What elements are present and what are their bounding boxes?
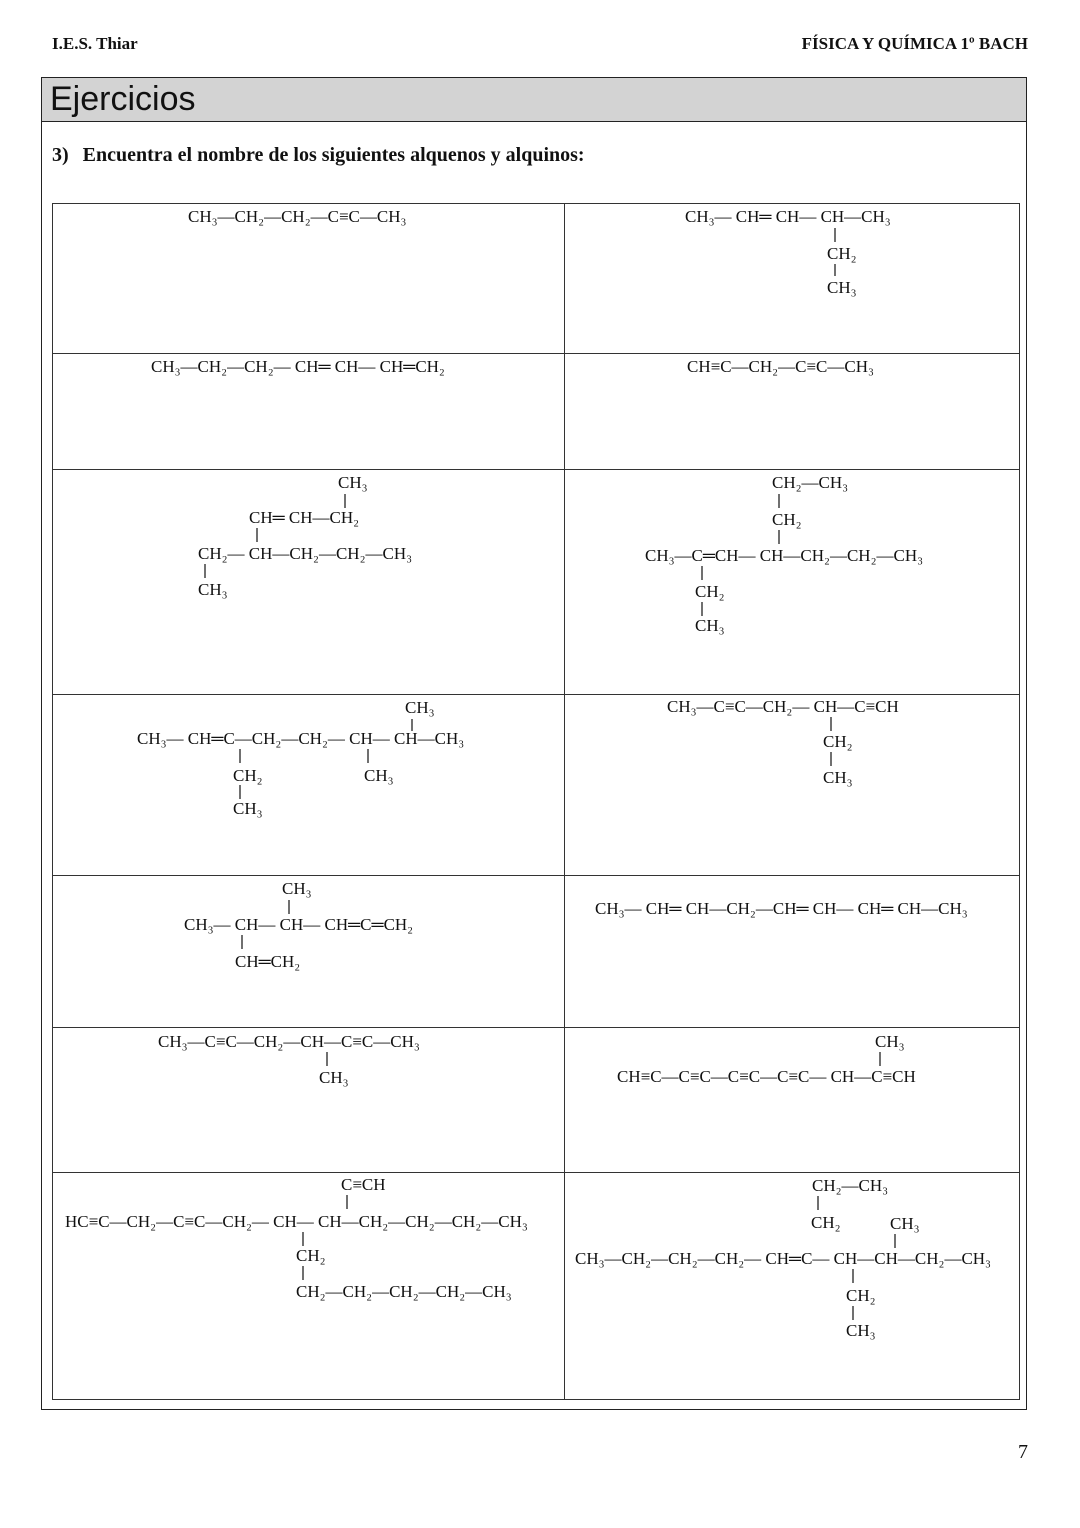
formula-line: CH₃ [405,698,435,717]
formula-cell [53,876,565,1028]
formula-line: CH₃—CH₂—CH₂—C≡C—CH₃ [188,207,407,226]
formula-line: CH₂ [772,510,802,529]
formula-line: CH₂ [823,732,853,751]
formula-line: CH₃ [890,1214,920,1233]
formula-cell [53,204,565,354]
formula-line: CH₃ [282,879,312,898]
page-number: 7 [1018,1441,1028,1463]
formula-line: CH₃— CH═ CH—CH₂—CH═ CH— CH═ CH—CH₃ [595,899,968,918]
formula-table [52,203,1020,1400]
formula-line: CH₃ [338,473,368,492]
formula-line: CH₂—CH₂—CH₂—CH₂—CH₃ [296,1282,512,1301]
formula-cell [565,354,1020,470]
formula-cell [565,1028,1020,1173]
formula-cell [53,470,565,695]
formula-line: CH₃—C≡C—CH₂—CH—C≡C—CH₃ [158,1032,420,1051]
formula-line: CH₃ [695,616,725,635]
exercise-frame [41,77,1027,1410]
formula-cell [53,354,565,470]
formula-cell [53,1173,565,1400]
formula-line: CH₃ [198,580,228,599]
exercise-prompt [52,144,585,167]
formula-line: CH₃— CH— CH— CH═C═CH₂ [184,915,414,934]
formula-line: CH₂ [296,1246,326,1265]
formula-line: CH₃ [233,799,263,818]
formula-line: CH₂ [695,582,725,601]
formula-line: CH₃ [319,1068,349,1087]
formula-cell [565,470,1020,695]
formula-line: CH₂ [811,1213,841,1232]
formula-line: C≡CH [341,1175,386,1194]
formula-line: CH₃ [364,766,394,785]
formula-cell [53,695,565,876]
section-title: Ejercicios [42,78,1026,122]
formula-line: CH₃ [875,1032,905,1051]
formula-line: CH═ CH—CH₂ [249,508,360,527]
course-name: FÍSICA Y QUÍMICA 1º BACH [801,34,1028,53]
formula-cell [565,876,1020,1028]
formula-cell [565,695,1020,876]
formula-line: CH≡C—C≡C—C≡C—C≡C— CH—C≡CH [617,1067,916,1086]
formula-line: CH₃—C≡C—CH₂— CH—C≡CH [667,697,899,716]
formula-line: CH≡C—CH₂—C≡C—CH₃ [687,357,874,376]
formula-line: CH═CH₂ [235,952,301,971]
formula-line: CH₃ [846,1321,876,1340]
formula-line: CH₂ [827,244,857,263]
formula-cell [565,204,1020,354]
formula-line: CH₃ [823,768,853,787]
formula-line: CH₃— CH═C—CH₂—CH₂— CH— CH—CH₃ [137,729,465,748]
formula-line: CH₃ [827,278,857,297]
school-name: I.E.S. Thiar [52,34,138,53]
formula-line: CH₂ [846,1286,876,1305]
formula-line: CH₃—CH₂—CH₂—CH₂— CH═C— CH—CH—CH₂—CH₃ [575,1249,991,1268]
formula-cell [53,1028,565,1173]
formula-line: HC≡C—CH₂—C≡C—CH₂— CH— CH—CH₂—CH₂—CH₂—CH₃ [65,1212,528,1231]
formula-line: CH₃— CH═ CH— CH—CH₃ [685,207,891,226]
formula-line: CH₃—C═CH— CH—CH₂—CH₂—CH₃ [645,546,924,565]
exercise-text: Encuentra el nombre de los siguientes alquenos y alquinos: [82,144,585,166]
formula-line: CH₂—CH₃ [812,1176,889,1195]
formula-line: CH₂—CH₃ [772,473,849,492]
formula-cell [565,1173,1020,1400]
formula-line: CH₃—CH₂—CH₂— CH═ CH— CH═CH₂ [151,357,445,376]
exercise-number: 3) [52,144,69,166]
formula-line: CH₂— CH—CH₂—CH₂—CH₃ [198,544,413,563]
formula-line: CH₂ [233,766,263,785]
